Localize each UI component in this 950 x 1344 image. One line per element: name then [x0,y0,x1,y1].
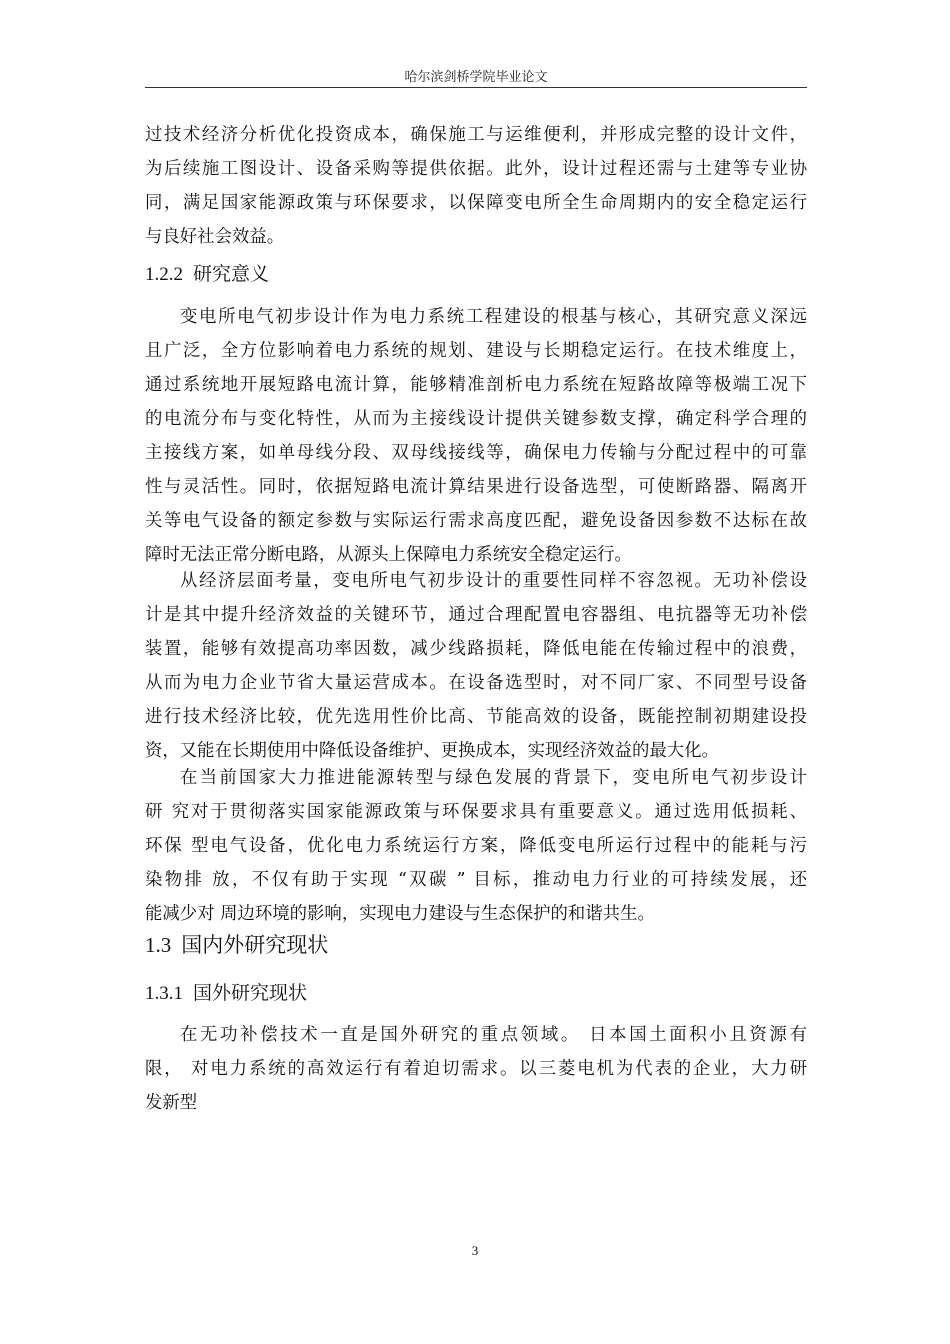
text-line: 的电流分布与变化特性，从而为主接线设计提供关键参数支撑，确定科学合理的 [145,409,807,429]
text-line: 与良好社会效益。 [145,227,285,247]
section-number: 1.2.2 [145,264,183,285]
text-line: 发新型 [145,1093,198,1113]
text-line: 从而为电力企业节省大量运营成本。在设备选型时，对不同厂家、不同型号设备 [145,673,807,693]
text-line: 染物排 放，不仅有助于实现 “双碳 ” 目标，推动电力行业的可持续发展，还 [145,870,807,890]
text-line: 在当前国家大力推进能源转型与绿色发展的背景下，变电所电气初步设计 [180,768,807,788]
text-line: 研 究对于贯彻落实国家能源政策与环保要求具有重要意义。通过选用低损耗、 [145,802,807,822]
text-line: 变电所电气初步设计作为电力系统工程建设的根基与核心，其研究意义深远 [180,307,807,327]
paragraph-significance-3 [145,761,807,931]
section-number: 1.3.1 [145,983,183,1004]
text-line: 在无功补偿技术一直是国外研究的重点领域。 日本国土面积小且资源有 [180,1025,807,1045]
text-line: 环保 型电气设备，优化电力系统运行方案，降低变电所运行过程中的能耗与污 [145,836,807,856]
section-heading-1-3 [145,927,807,963]
text-line: 为后续施工图设计、设备采购等提供依据。此外，设计过程还需与土建等专业协 [145,159,807,179]
text-line: 能减少对 周边环境的影响，实现电力建设与生态保护的和谐共生。 [145,904,655,924]
text-line: 限， 对电力系统的高效运行有着迫切需求。以三菱电机为代表的企业，大力研 [145,1059,807,1079]
paragraph-intro [145,118,807,254]
text-line: 障时无法正常分断电路，从源头上保障电力系统安全稳定运行。 [145,545,632,565]
paragraph-significance-1 [145,300,807,572]
text-line: 主接线方案，如单母线分段、双母线接线等，确保电力传输与分配过程中的可靠 [145,443,807,463]
text-line: 同，满足国家能源政策与环保要求，以保障变电所全生命周期内的安全稳定运行 [145,193,807,213]
page-number: 3 [471,1243,479,1258]
paragraph-significance-2 [145,564,807,768]
running-header: 哈尔滨剑桥学院毕业论文 [404,70,548,85]
text-line: 从经济层面考量，变电所电气初步设计的重要性同样不容忽视。无功补偿设 [180,571,807,591]
section-number: 1.3 [145,933,172,957]
text-line: 关等电气设备的额定参数与实际运行需求高度匹配，避免设备因参数不达标在故 [145,511,807,531]
text-line: 且广泛，全方位影响着电力系统的规划、建设与长期稳定运行。在技术维度上， [145,341,807,361]
header-rule [145,87,807,88]
section-heading-1-2-2 [145,257,807,292]
text-line: 装置，能够有效提高功率因数，减少线路损耗，降低电能在传输过程中的浪费， [145,639,807,659]
paragraph-foreign-research [145,1018,807,1120]
text-line: 资，又能在长期使用中降低设备维护、更换成本，实现经济效益的最大化。 [145,741,719,761]
section-heading-1-3-1 [145,976,807,1011]
section-title: 国内外研究现状 [181,933,329,957]
text-line: 计是其中提升经济效益的关键环节，通过合理配置电容器组、电抗器等无功补偿 [145,605,807,625]
text-line: 过技术经济分析优化投资成本，确保施工与运维便利，并形成完整的设计文件， [145,125,807,145]
text-line: 性与灵活性。同时，依据短路电流计算结果进行设备选型，可使断路器、隔离开 [145,477,807,497]
section-title: 国外研究现状 [193,982,308,1004]
section-title: 研究意义 [193,263,270,285]
text-line: 通过系统地开展短路电流计算，能够精准剖析电力系统在短路故障等极端工况下 [145,375,807,395]
text-line: 进行技术经济比较，优先选用性价比高、节能高效的设备，既能控制初期建设投 [145,707,807,727]
